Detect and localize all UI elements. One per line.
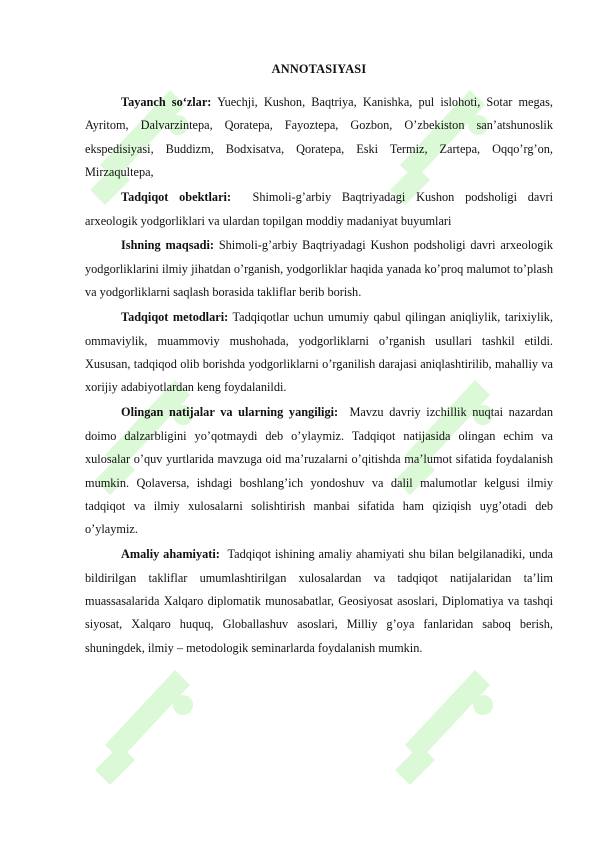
section-methods: [85, 306, 553, 400]
watermark-logo-icon: [365, 650, 515, 800]
section-label: Tayanch so‘zlar:: [121, 95, 212, 109]
section-objects: [85, 186, 553, 233]
section-results: [85, 401, 553, 541]
section-text: Tadqiqot ishining amaliy ahamiyati shu bilan belgilanadiki, unda bildirilgan takliflar umumlashtirilgan xulosalardan va tadqiqot natijalaridan ta’lim muassasalarida Xalqaro diplomatik munosabatlar, Geosiyosat asoslari, Diplomatiya va tashqi siyosat, Xalqaro huquq, Globallashuv asoslari, Milliy g’oya fanlaridan saboq berish, shuningdek, ilmiy – metodologik seminarlarda foydalanish mumkin.: [85, 547, 553, 655]
section-text: Mavzu davriy izchillik nuqtai nazardan doimo dalzarbligini yo’qotmaydi deb o’ylaymiz. Tadqiqot natijasida olingan echim va xulosalar o’quv yurtlarida mavzuga oid ma’ruzalarni o’qitishda ma’lumot sifatida foydalanish mumkin. Qolaversa, ishdagi boshlang’ich yondoshuv va dalil malumotlar kelgusi ilmiy tadqiqot va ilmiy xulosalarni solishtirish manbai sifatida ham qiziqish uyg’otadi deb o’ylaymiz.: [85, 405, 554, 537]
section-label: Olingan natijalar va ularning yangiligi:: [121, 405, 339, 420]
section-label: Ishning maqsadi:: [121, 238, 214, 253]
page-title: ANNOTASIYASI: [271, 62, 367, 76]
section-label: Amaliy ahamiyati:: [121, 547, 220, 562]
section-text: Tadqiqotlar uchun umumiy qabul qilingan aniqliylik, tarixiylik, ommaviylik, muammoviy mushohada, yodgorliklarni o’rganish usullari tashkil etildi. Xususan, tadqiqod olib borishda yodgorliklarni o’rganilish darajasi aniqlashtirilib, mahalliy va xorijiy adabiyotlardan keng foydalanildi.: [85, 310, 553, 395]
section-text: Shimoli-g’arbiy Baqtriyadagi Kushon podsholigi davri arxeologik yodgorliklarini ilmiy jihatdan o’rganish, yodgorliklar haqida yanada ko’proq malumot to’plash va yodgorliklarni saqlash borasida takliflar berib borish.: [85, 238, 553, 300]
section-text: Shimoli-g’arbiy Baqtriyadagi Kushon podsholigi davri arxeologik yodgorliklari va ulardan topilgan moddiy madaniyat buyumlari: [85, 190, 553, 228]
section-text: Yuechji, Kushon, Baqtriya, Kanishka, pul islohoti, Sotar megas, Ayritom, Dalvarzintepa, Qoratepa, Fayoztepa, Gozbon, O’zbekiston san’atshunoslik ekspedisiyasi, Buddizm, Bodxisatva, Qoratepa, Eski Termiz, Zartepa, Oqqo’rg’on, Mirzaqultepa,: [85, 95, 553, 180]
section-label: Tadqiqot obektlari:: [121, 190, 232, 205]
section-practical-value: [85, 543, 553, 660]
section-keywords: [85, 91, 553, 185]
watermark-logo-icon: [65, 650, 215, 800]
annotation-body: [85, 62, 553, 662]
section-label: Tadqiqot metodlari:: [121, 310, 229, 325]
section-goal: [85, 234, 553, 304]
